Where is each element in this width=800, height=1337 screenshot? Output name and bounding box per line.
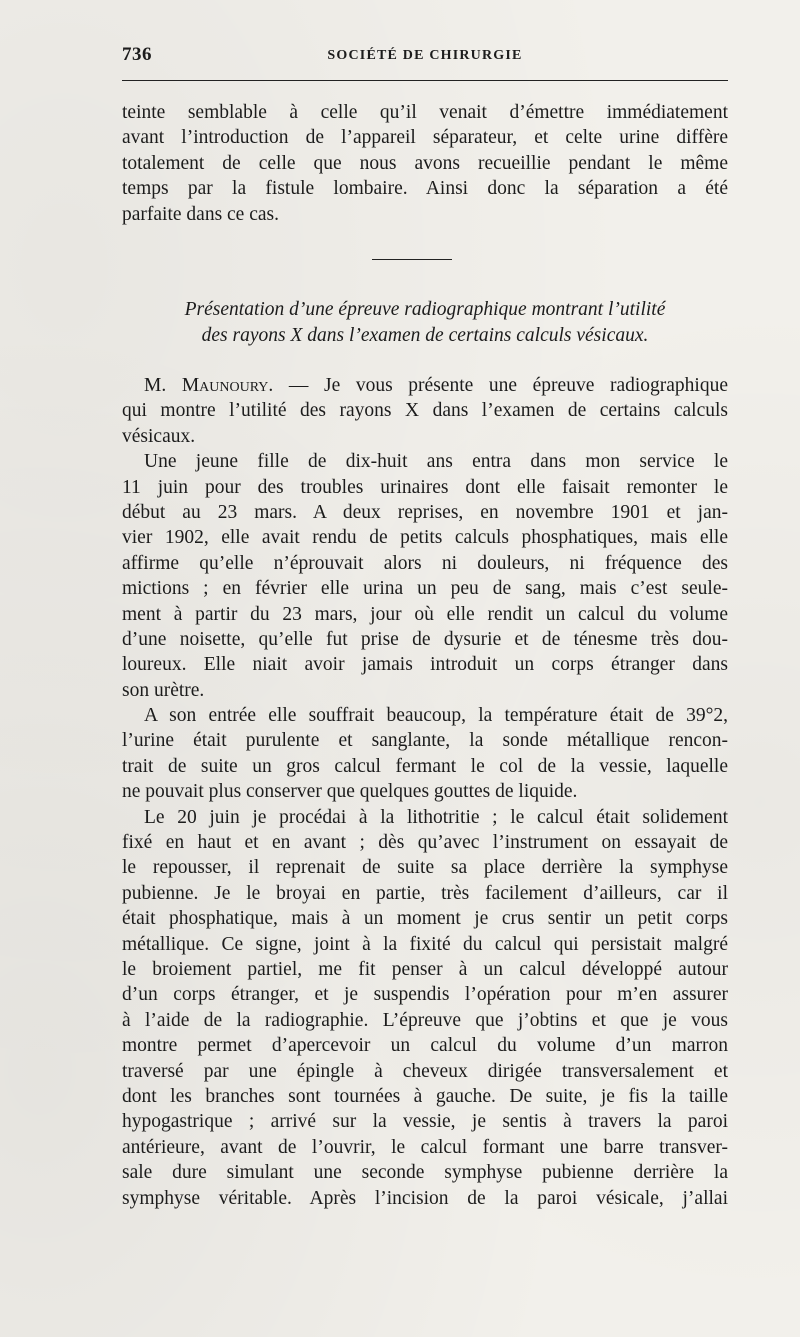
- text-line: était phosphatique, mais à un moment je crus sentir un petit corps: [122, 908, 728, 930]
- text-line: dont les branches sont tournées à gauche. De suite, je fis la taille: [122, 1085, 728, 1107]
- text-line: ment à partir du 23 mars, jour où elle rendit un calcul du volume: [122, 603, 728, 625]
- text-line: 11 juin pour des troubles urinaires dont elle faisait remonter le: [122, 476, 728, 498]
- text-line: vésicaux.: [122, 425, 196, 447]
- text-line: qui montre l’utilité des rayons X dans l’examen de certains calculs: [122, 400, 728, 422]
- text-line: sale dure simulant une seconde symphyse pubienne derrière la: [122, 1162, 728, 1184]
- text-line: à l’aide de la radiographie. L’épreuve que j’obtins et que je vous: [122, 1009, 728, 1031]
- text-line: pubienne. Je le broyai en partie, très facilement d’ailleurs, car il: [122, 882, 728, 904]
- text-line: totalement de celle que nous avons recueillie pendant le même: [122, 152, 728, 174]
- page-number: 736: [122, 44, 152, 65]
- text-line: A son entrée elle souffrait beaucoup, la température était de 39°2,: [144, 705, 728, 727]
- text-line: d’une noisette, qu’elle fut prise de dysurie et de ténesme très dou-: [122, 628, 728, 650]
- text-line: trait de suite un gros calcul fermant le col de la vessie, laquelle: [122, 755, 728, 777]
- section-divider: [372, 259, 452, 260]
- text-line: vier 1902, elle avait rendu de petits calculs phosphatiques, mais elle: [122, 527, 728, 549]
- article-body: [122, 373, 728, 1211]
- text-line: mictions ; en février elle urina un peu de sang, mais c’est seule-: [122, 578, 728, 600]
- header-rule: [122, 80, 728, 81]
- speaker-name: Maunoury: [181, 375, 269, 396]
- text-line: teinte semblable à celle qu’il venait d’émettre immédiatement: [122, 102, 728, 123]
- text-line: temps par la fistule lombaire. Ainsi donc la séparation a été: [122, 178, 728, 200]
- text-line: traversé par une épingle à cheveux dirigée transversalement et: [122, 1060, 728, 1082]
- text-line: avant l’introduction de l’appareil séparateur, et celte urine diffère: [122, 127, 728, 149]
- text-line: le broiement partiel, me fit penser à un calcul développé autour: [122, 958, 728, 980]
- text-line: le repousser, il reprenait de suite sa place derrière la symphyse: [122, 857, 728, 879]
- text-line: l’urine était purulente et sanglante, la sonde métallique rencon-: [122, 730, 728, 752]
- speaker-line: [122, 373, 728, 398]
- speaker-prefix: M.: [144, 375, 182, 396]
- text-line: hypogastrique ; arrivé sur la vessie, je sentis à travers la paroi: [122, 1111, 728, 1133]
- page-header: [122, 44, 728, 72]
- text-line: Le 20 juin je procédai à la lithotritie ; le calcul était solidement: [144, 806, 728, 828]
- text-line: parfaite dans ce cas.: [122, 203, 279, 225]
- text-line: affirme qu’elle n’éprouvait alors ni douleurs, ni fréquence des: [122, 552, 728, 574]
- text-line: loureux. Elle niait avoir jamais introduit un corps étranger dans: [122, 654, 728, 676]
- text-line: fixé en haut et en avant ; dès qu’avec l’instrument on essayait de: [122, 832, 728, 854]
- text-line: début au 23 mars. A deux reprises, en novembre 1901 et jan-: [122, 501, 728, 523]
- text-line: son urètre.: [122, 679, 205, 701]
- text-line: ne pouvait plus conserver que quelques gouttes de liquide.: [122, 781, 578, 803]
- text-line: d’un corps étranger, et je suspendis l’opération pour m’en assurer: [122, 984, 728, 1006]
- text-line: antérieure, avant de l’ouvrir, le calcul formant une barre transver-: [122, 1136, 728, 1158]
- speaker-line-rest: . — Je vous présente une épreuve radiographique: [268, 375, 728, 396]
- article-title: [122, 297, 728, 349]
- text-line: métallique. Ce signe, joint à la fixité du calcul qui persistait malgré: [122, 933, 728, 955]
- article-title-line: des rayons X dans l’examen de certains calculs vésicaux.: [201, 325, 649, 346]
- text-line: symphyse véritable. Après l’incision de la paroi vésicale, j’allai: [122, 1187, 728, 1209]
- text-line: montre permet d’apercevoir un calcul du volume d’un marron: [122, 1035, 728, 1057]
- running-title: SOCIÉTÉ DE CHIRURGIE: [327, 48, 523, 63]
- paragraph-top: [122, 100, 728, 227]
- text-line: Une jeune fille de dix-huit ans entra dans mon service le: [144, 451, 728, 473]
- article-title-line: Présentation d’une épreuve radiographique montrant l’utilité: [184, 299, 666, 320]
